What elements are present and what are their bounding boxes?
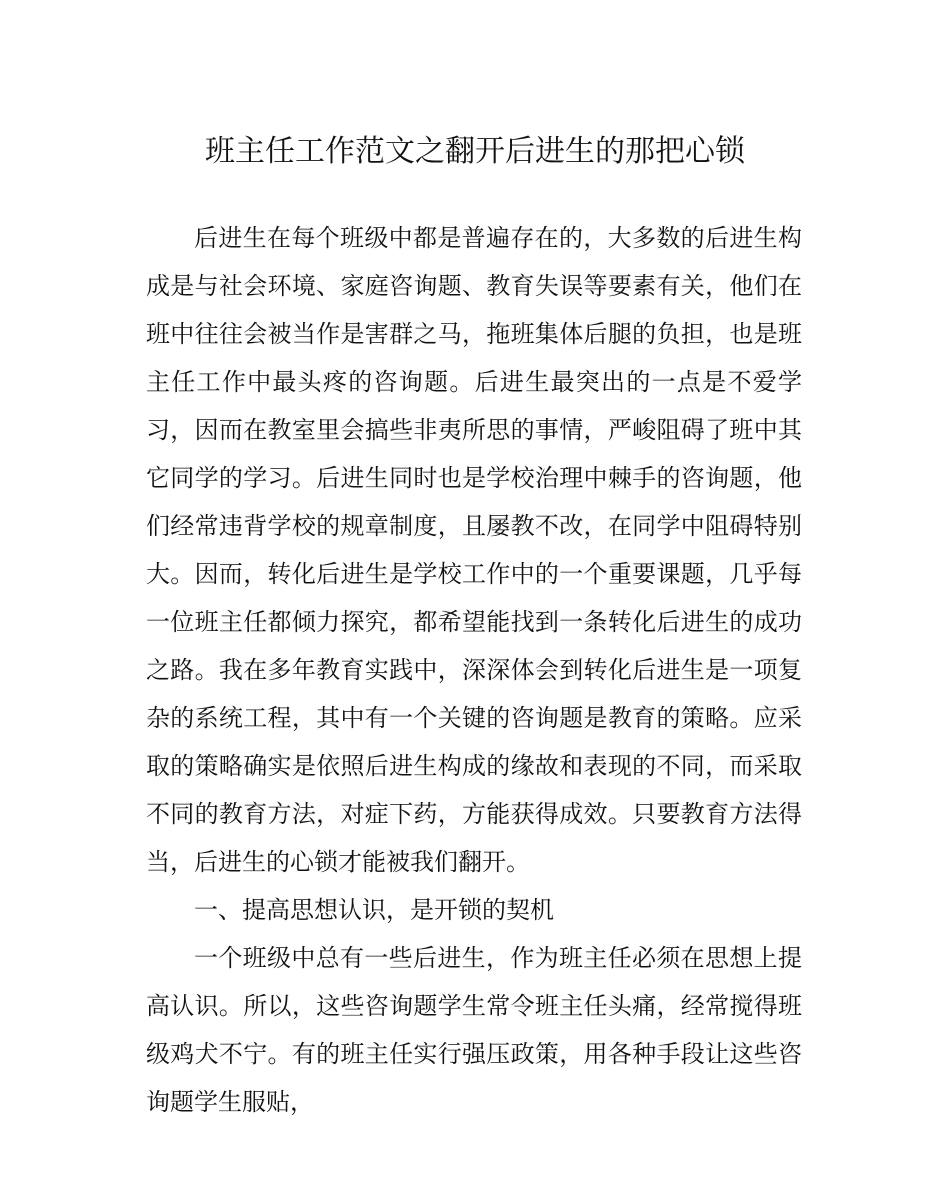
document-body [146,214,802,1126]
document-title: 班主任工作范文之翻开后进生的那把心锁 [205,134,745,169]
section-heading-1: 一、提高思想认识，是开锁的契机 [194,896,554,924]
paragraph-intro: 后进生在每个班级中都是普遍存在的，大多数的后进生构成是与社会环境、家庭咨询题、教育失误等要素有关，他们在班中往往会被当作是害群之马，拖班集体后腿的负担，也是班主任工作中最头疼的咨询题。后进生最突出的一点是不爱学习，因而在教室里会搞些非夷所思的事情，严峻阻碍了班中其它同学的学习。后进生同时也是学校治理中棘手的咨询题，他们经常违背学校的规章制度，且屡教不改，在同学中阻碍特别大。因而，转化后进生是学校工作中的一个重要课题，几乎每一位班主任都倾力探究，都希望能找到一条转化后进生的成功之路。我在多年教育实践中，深深体会到转化后进生是一项复杂的系统工程，其中有一个关键的咨询题是教育的策略。应采取的策略确实是依照后进生构成的缘故和表现的不同，而采取不同的教育方法，对症下药，方能获得成效。只要教育方法得当，后进生的心锁才能被我们翻开。 [146,224,802,876]
paragraph-section-1: 一个班级中总有一些后进生，作为班主任必须在思想上提高认识。所以，这些咨询题学生常令班主任头痛，经常搅得班级鸡犬不宁。有的班主任实行强压政策，用各种手段让这些咨询题学生服贴， [146,944,802,1116]
